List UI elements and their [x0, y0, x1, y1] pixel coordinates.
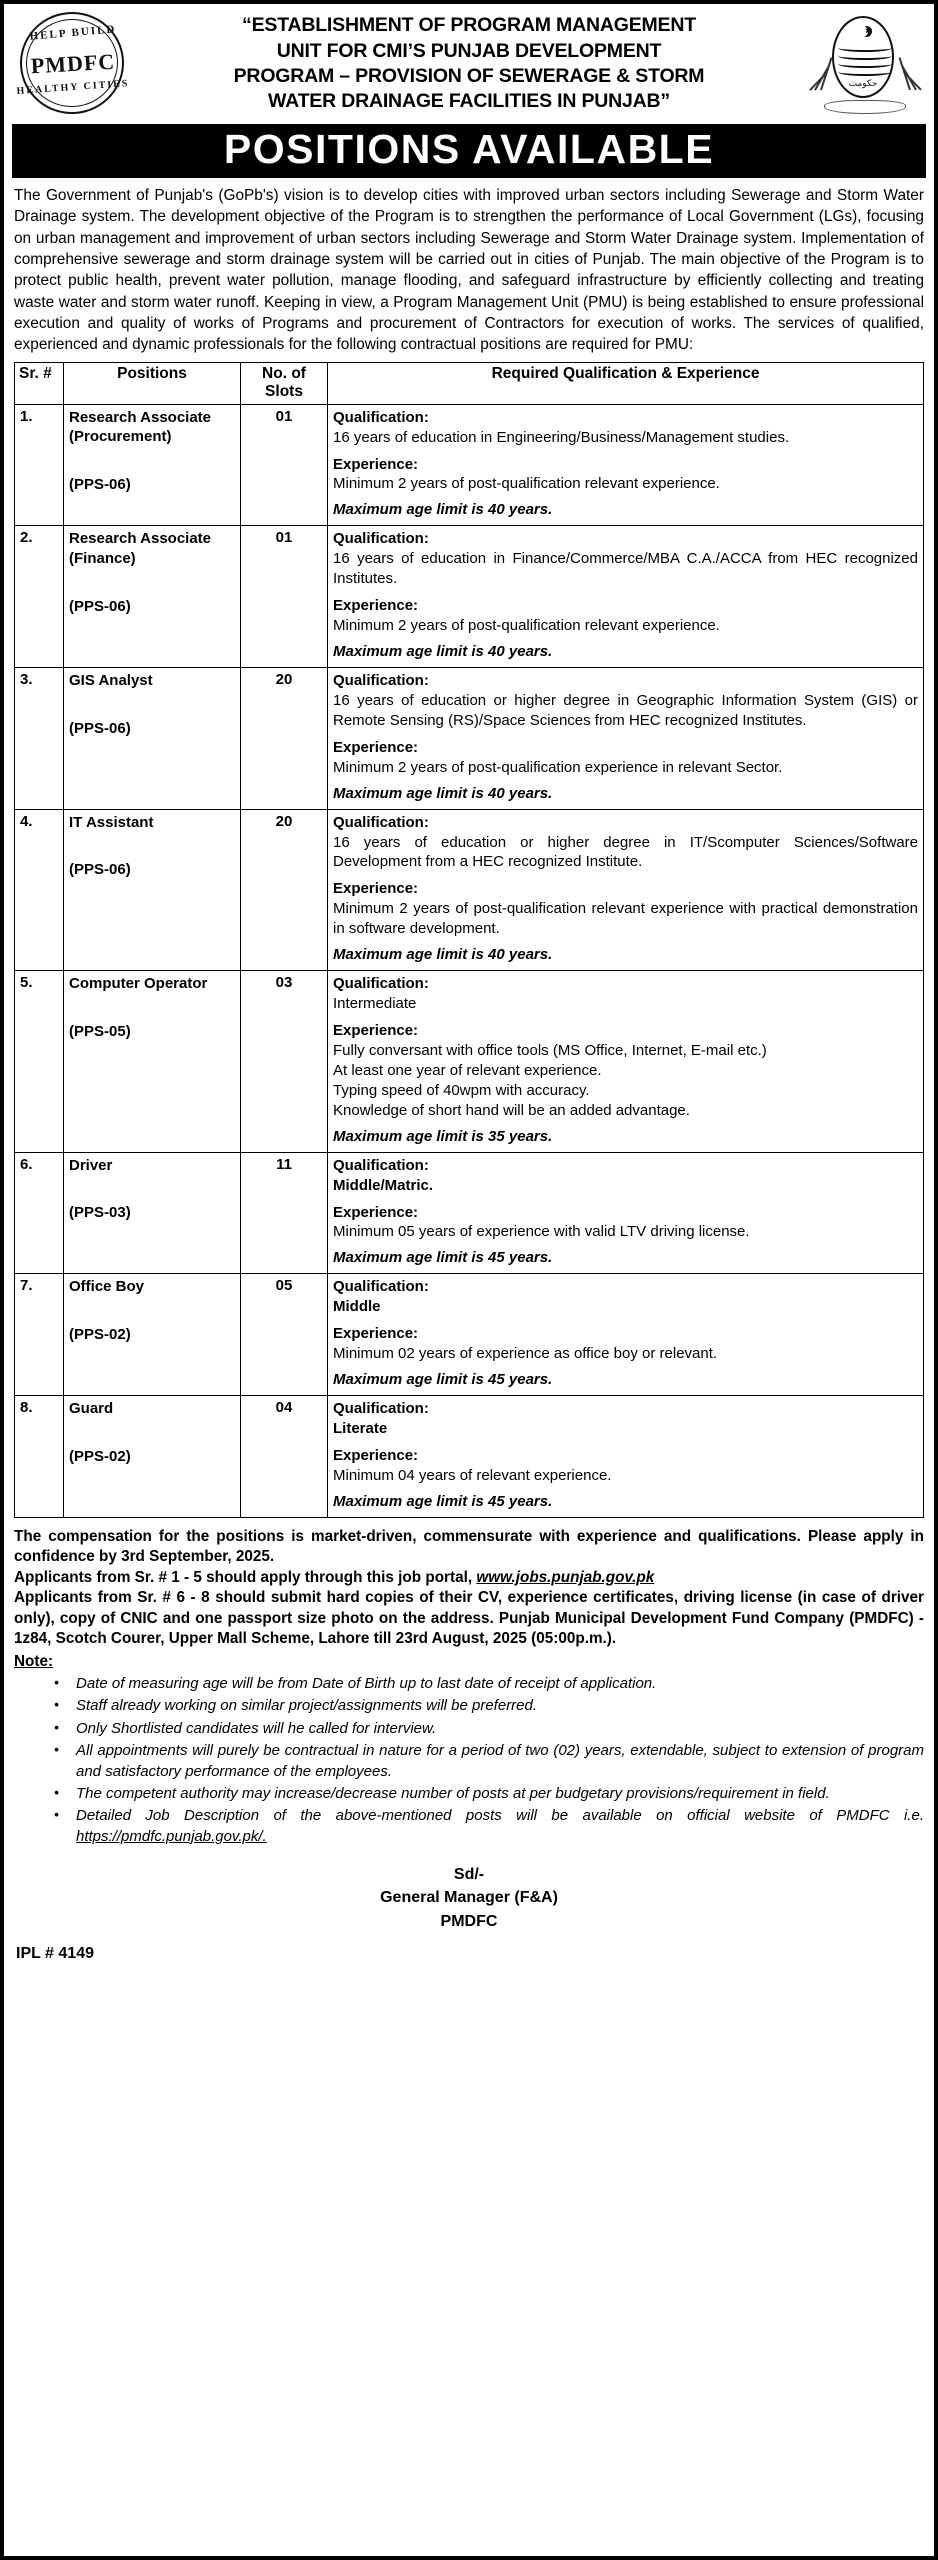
seal-center-text: PMDFC: [30, 48, 116, 79]
note-text: Date of measuring age will be from Date of Birth up to last date of receipt of application.: [76, 1675, 657, 1693]
experience-text: Minimum 04 years of relevant experience.: [333, 1466, 612, 1484]
wheat-left-icon: [806, 34, 836, 96]
cell-sr: 1.: [15, 404, 64, 526]
position-name: GIS Analyst: [69, 671, 153, 689]
note-text: The competent authority may increase/decrease number of posts at per budgetary provisions/requirement in field.: [76, 1785, 830, 1803]
experience-block: [333, 738, 918, 778]
pmdfc-website-link[interactable]: https://pmdfc.punjab.gov.pk/.: [76, 1827, 267, 1845]
experience-text: Minimum 2 years of post-qualification relevant experience.: [333, 617, 720, 635]
position-name: Research Associate (Finance): [69, 530, 212, 568]
table-header-row: [15, 362, 924, 404]
cell-sr: 4.: [15, 809, 64, 971]
note-item: [54, 1674, 924, 1694]
cell-sr: 3.: [15, 667, 64, 809]
note-item: [54, 1806, 924, 1847]
cell-requirements: [328, 404, 924, 526]
qualification-block: [333, 529, 918, 589]
table-row: [15, 1152, 924, 1274]
experience-block: [333, 1446, 918, 1486]
position-name: Computer Operator: [69, 975, 208, 993]
cell-position: [64, 667, 241, 809]
table-row: [15, 526, 924, 668]
qualification-label: Qualification:: [333, 1278, 429, 1296]
age-limit-text: Maximum age limit is 40 years.: [333, 501, 553, 519]
qualification-text: 16 years of education or higher degree in IT/Scomputer Sciences/Software Development from a HEC recognized Institute.: [333, 833, 918, 871]
position-pps-scale: (PPS-06): [69, 476, 131, 494]
qualification-block: [333, 813, 918, 873]
position-name: Driver: [69, 1156, 113, 1174]
cell-sr: 6.: [15, 1152, 64, 1274]
experience-text: Typing speed of 40wpm with accuracy.: [333, 1081, 590, 1099]
experience-label: Experience:: [333, 1325, 419, 1343]
cell-slots: 05: [241, 1274, 328, 1396]
cell-slots: 04: [241, 1396, 328, 1518]
positions-available-banner: POSITIONS AVAILABLE: [12, 124, 926, 178]
cell-slots: 11: [241, 1152, 328, 1274]
cell-position: [64, 1396, 241, 1518]
position-name: Office Boy: [69, 1278, 145, 1296]
title-line-4: WATER DRAINAGE FACILITIES IN PUNJAB”: [268, 90, 670, 113]
table-row: [15, 404, 924, 526]
signoff-line-2: General Manager (F&A): [380, 1889, 558, 1907]
page-title: [134, 13, 804, 114]
wave-line-4: [838, 68, 892, 76]
qualification-text: Intermediate: [333, 995, 417, 1013]
cell-requirements: [328, 1396, 924, 1518]
note-item: [54, 1741, 924, 1782]
experience-label: Experience:: [333, 738, 419, 756]
notes-list: [14, 1674, 924, 1847]
column-header-requirements: Required Qualification & Experience: [328, 362, 924, 404]
cell-requirements: [328, 971, 924, 1153]
qualification-text: 16 years of education in Engineering/Business/Management studies.: [333, 428, 790, 446]
cell-requirements: [328, 1274, 924, 1396]
column-header-slots: No. of Slots: [241, 362, 328, 404]
cell-position: [64, 971, 241, 1153]
signoff-line-1: Sd/-: [453, 1866, 485, 1884]
qualification-text: 16 years of education or higher degree in Geographic Information System (GIS) or Remote Sensing (RS)/Space Sciences from HEC recognized Institutes.: [333, 691, 918, 729]
experience-text: Minimum 2 years of post-qualification relevant experience.: [333, 475, 720, 493]
position-name: Guard: [69, 1400, 114, 1417]
experience-block: [333, 1324, 918, 1364]
title-line-2: UNIT FOR CMI’S PUNJAB DEVELOPMENT: [276, 39, 662, 62]
table-row: [15, 667, 924, 809]
compensation-text: The compensation for the positions is market-driven, commensurate with experience and qualifications. Please apply in confidence by 3rd September, 2025.: [14, 1527, 924, 1566]
note-item: [54, 1696, 924, 1716]
qualification-text: Middle: [333, 1298, 381, 1316]
column-header-positions: Positions: [64, 362, 241, 404]
cell-position: [64, 526, 241, 668]
cell-requirements: [328, 526, 924, 668]
experience-block: [333, 596, 918, 636]
table-row: [15, 1396, 924, 1518]
note-item: [54, 1784, 924, 1804]
qualification-label: Qualification:: [333, 975, 429, 993]
age-limit-text: Maximum age limit is 40 years.: [333, 946, 553, 964]
qualification-text: 16 years of education in Finance/Commerce/MBA C.A./ACCA from HEC recognized Institutes.: [333, 550, 918, 588]
qualification-text: Literate: [333, 1419, 388, 1437]
cell-position: [64, 1274, 241, 1396]
intro-paragraph: The Government of Punjab's (GoPb's) vision is to develop cities with improved urban sectors including Sewerage and Storm Water Drainage system. The development objective of the Program is to strengthen the performance of Local Government (LGs), focusing on urban management and improvement of urban sectors including Sewerage and Storm Water Drainage system. Implementation of comprehensive sewerage and storm drainage system will be carried out in cities of Punjab. The main objective of the Program is to protect public health, prevent water pollution, manage flooding, and safeguard infrastructure by efficiently collecting and treating waste water and storm water runoff. Keeping in view, a Program Management Unit (PMU) is being established to ensure professional execution and quality of works of Programs and procurement of Contractors for execution of works. The services of qualified, experienced and dynamic professionals for the following contractual positions are required for PMU:: [14, 187, 924, 354]
age-limit-text: Maximum age limit is 45 years.: [333, 1492, 553, 1510]
cell-slots: 03: [241, 971, 328, 1153]
wheat-right-icon: [894, 34, 924, 96]
position-pps-scale: (PPS-03): [69, 1204, 131, 1222]
position-pps-scale: (PPS-06): [69, 861, 131, 879]
position-pps-scale: (PPS-06): [69, 719, 131, 737]
qualification-block: [333, 408, 918, 448]
cell-position: [64, 404, 241, 526]
table-body: [15, 404, 924, 1517]
qualification-label: Qualification:: [333, 813, 429, 831]
cell-requirements: [328, 667, 924, 809]
cell-slots: 01: [241, 526, 328, 668]
table-row: [15, 809, 924, 971]
age-limit-text: Maximum age limit is 40 years.: [333, 643, 553, 660]
cell-sr: 8.: [15, 1396, 64, 1518]
cell-slots: 20: [241, 809, 328, 971]
positions-table: [14, 362, 924, 1518]
experience-label: Experience:: [333, 880, 419, 898]
note-text: All appointments will purely be contractual in nature for a period of two (02) years, extendable, subject to extension of program and satisfactory performance of the employees.: [76, 1742, 924, 1780]
experience-text: Minimum 2 years of post-qualification relevant experience with practical demonstration in software development.: [333, 900, 918, 938]
seal-bottom-text: HEALTHY CITIES: [16, 78, 130, 97]
header: [4, 4, 934, 122]
table-head: [15, 362, 924, 404]
footer-section: [4, 1518, 934, 1937]
position-name: Research Associate (Procurement): [69, 408, 212, 446]
crest-urdu-text: حکومت: [848, 78, 878, 88]
qualification-block: [333, 1156, 918, 1196]
cell-sr: 2.: [15, 526, 64, 668]
signoff-line-3: PMDFC: [440, 1912, 498, 1930]
cell-requirements: [328, 1152, 924, 1274]
signoff-block: [14, 1863, 924, 1933]
seal-top-text: HELP BUILD: [29, 23, 117, 43]
experience-block: [333, 879, 918, 939]
experience-text: Minimum 2 years of post-qualification experience in relevant Sector.: [333, 758, 783, 776]
title-line-1: “ESTABLISHMENT OF PROGRAM MANAGEMENT: [242, 14, 696, 37]
pmdfc-logo: [12, 10, 134, 118]
cell-position: [64, 809, 241, 971]
qualification-label: Qualification:: [333, 1156, 429, 1174]
qualification-block: [333, 1277, 918, 1317]
age-limit-text: Maximum age limit is 40 years.: [333, 784, 553, 802]
qualification-block: [333, 974, 918, 1014]
qualification-label: Qualification:: [333, 671, 429, 689]
position-name: IT Assistant: [69, 813, 154, 831]
title-line-3: PROGRAM – PROVISION OF SEWERAGE & STORM: [233, 65, 705, 87]
note-heading: Note:: [14, 1652, 54, 1670]
apply-online-text: Applicants from Sr. # 1 - 5 should apply through this job portal,: [14, 1568, 477, 1586]
cell-position: [64, 1152, 241, 1274]
wave-line-2: [838, 52, 892, 60]
age-limit-text: Maximum age limit is 45 years.: [333, 1249, 553, 1267]
note-text: Staff already working on similar project/assignments will be preferred.: [76, 1697, 538, 1715]
column-header-sr: Sr. #: [15, 362, 64, 404]
wave-line-3: [838, 60, 892, 68]
position-pps-scale: (PPS-06): [69, 597, 131, 615]
experience-block: [333, 455, 918, 495]
position-pps-scale: (PPS-02): [69, 1326, 131, 1344]
position-pps-scale: (PPS-02): [69, 1447, 131, 1465]
table-row: [15, 971, 924, 1153]
note-item: [54, 1719, 924, 1739]
note-text: Detailed Job Description of the above-mentioned posts will be available on official website of PMDFC i.e.: [76, 1807, 924, 1825]
apply-online-line: [14, 1568, 924, 1588]
experience-text: Minimum 05 years of experience with valid LTV driving license.: [333, 1223, 750, 1241]
age-limit-text: Maximum age limit is 45 years.: [333, 1371, 553, 1389]
qualification-label: Qualification:: [333, 408, 429, 426]
qualification-block: [333, 1399, 918, 1439]
note-text: Only Shortlisted candidates will he called for interview.: [76, 1719, 437, 1737]
qualification-label: Qualification:: [333, 1400, 429, 1417]
ipl-number: IPL # 4149: [16, 1944, 94, 1962]
age-limit-text: Maximum age limit is 35 years.: [333, 1127, 553, 1145]
experience-text: Knowledge of short hand will be an added advantage.: [333, 1101, 690, 1119]
position-pps-scale: (PPS-05): [69, 1022, 131, 1040]
wave-line-1: [838, 44, 892, 52]
experience-text: Minimum 02 years of experience as office boy or relevant.: [333, 1345, 718, 1363]
experience-block: [333, 1021, 918, 1121]
experience-label: Experience:: [333, 455, 419, 473]
experience-label: Experience:: [333, 1022, 419, 1039]
experience-text: At least one year of relevant experience.: [333, 1061, 602, 1079]
crest-shield: [832, 16, 894, 98]
qualification-label: Qualification:: [333, 530, 429, 548]
star-icon: ✱: [865, 26, 873, 36]
experience-block: [333, 1203, 918, 1243]
cell-requirements: [328, 809, 924, 971]
experience-label: Experience:: [333, 1446, 419, 1464]
jobs-portal-link[interactable]: www.jobs.punjab.gov.pk: [476, 1568, 655, 1586]
apply-hardcopy-text: Applicants from Sr. # 6 - 8 should submit hard copies of their CV, experience certificates, driving license (in case of driver only), copy of CNIC and one passport size photo on the address. Punjab Municipal Development Fund Company (PMDFC) - 1z84, Scotch Courer, Upper Mall Scheme, Lahore till 23rd August, 2025 (05:00p.m.).: [14, 1589, 924, 1648]
crest-ribbon: [824, 100, 906, 114]
qualification-block: [333, 671, 918, 731]
experience-text: Fully conversant with office tools (MS Office, Internet, E-mail etc.): [333, 1041, 767, 1059]
table-row: [15, 1274, 924, 1396]
qualification-text: Middle/Matric.: [333, 1176, 434, 1194]
cell-sr: 5.: [15, 971, 64, 1153]
cell-sr: 7.: [15, 1274, 64, 1396]
cell-slots: 20: [241, 667, 328, 809]
punjab-government-crest: [804, 10, 926, 118]
experience-label: Experience:: [333, 1203, 419, 1221]
experience-label: Experience:: [333, 597, 419, 615]
cell-slots: 01: [241, 404, 328, 526]
